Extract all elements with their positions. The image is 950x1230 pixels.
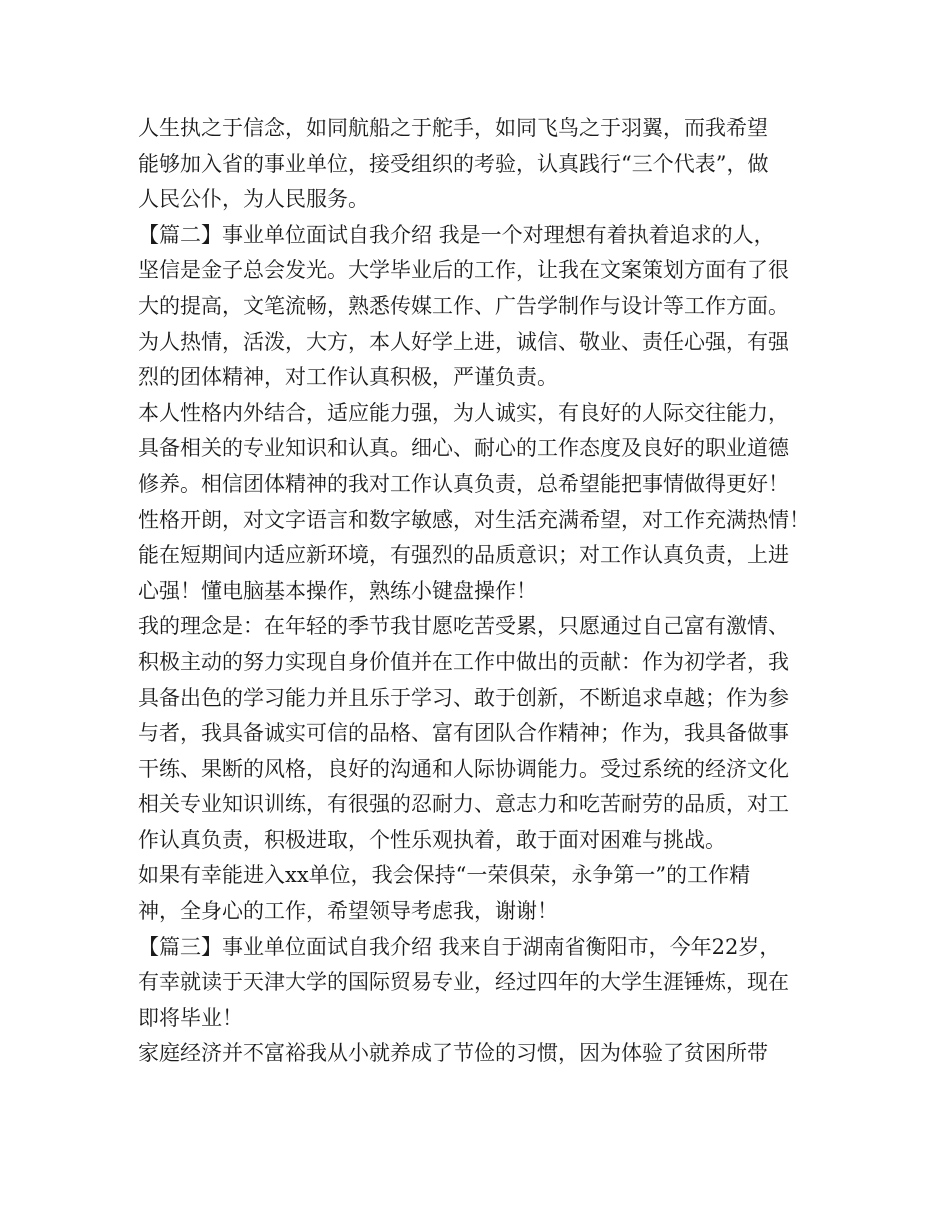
text-line: 坚信是金子总会发光。大学毕业后的工作，让我在文案策划方面有了很 bbox=[138, 258, 789, 283]
text-line: 具备相关的专业知识和认真。细心、耐心的工作态度及良好的职业道德 bbox=[138, 436, 789, 461]
text-line: 作认真负责，积极进取，个性乐观执着，敢于面对困难与挑战。 bbox=[138, 827, 726, 852]
text-line: 积极主动的努力实现自身价值并在工作中做出的贡献：作为初学者，我 bbox=[138, 649, 789, 674]
text-line: 为人热情，活泼，大方，本人好学上进，诚信、敬业、责任心强，有强 bbox=[138, 329, 789, 354]
text-line: 能够加入省的事业单位，接受组织的考验，认真践行“三个代表”，做 bbox=[138, 151, 769, 176]
text-line: 我的理念是：在年轻的季节我甘愿吃苦受累，只愿通过自己富有激情、 bbox=[138, 614, 789, 639]
text-line: 干练、果断的风格，良好的沟通和人际协调能力。受过系统的经济文化 bbox=[138, 756, 789, 781]
text-line: 性格开朗，对文字语言和数字敏感，对生活充满希望，对工作充满热情！ bbox=[138, 507, 810, 532]
text-line: 人民公仆，为人民服务。 bbox=[138, 187, 369, 212]
text-line: 本人性格内外结合，适应能力强，为人诚实，有良好的人际交往能力， bbox=[138, 400, 789, 425]
section-heading-line: 【篇二】事业单位面试自我介绍 我是一个对理想有着执着追求的人， bbox=[138, 222, 775, 247]
text-line: 人生执之于信念，如同航船之于舵手，如同飞鸟之于羽翼，而我希望 bbox=[138, 116, 768, 140]
text-line: 大的提高，文笔流畅，熟悉传媒工作、广告学制作与设计等工作方面。 bbox=[138, 293, 789, 318]
text-line: 家庭经济并不富裕我从小就养成了节俭的习惯，因为体验了贫困所带 bbox=[138, 1041, 768, 1066]
text-line: 烈的团体精神，对工作认真积极，严谨负责。 bbox=[138, 365, 558, 390]
text-line: 神，全身心的工作，希望领导考虑我，谢谢！ bbox=[138, 899, 558, 924]
text-line: 心强！懂电脑基本操作，熟练小键盘操作！ bbox=[138, 578, 537, 603]
text-line: 即将毕业！ bbox=[138, 1005, 243, 1030]
text-line: 有幸就读于天津大学的国际贸易专业，经过四年的大学生涯锤炼，现在 bbox=[138, 970, 789, 995]
text-line: 相关专业知识训练，有很强的忍耐力、意志力和吃苦耐劳的品质，对工 bbox=[138, 792, 789, 817]
text-line: 与者，我具备诚实可信的品格、富有团队合作精神；作为，我具备做事 bbox=[138, 721, 789, 746]
text-line: 能在短期间内适应新环境，有强烈的品质意识；对工作认真负责，上进 bbox=[138, 543, 789, 568]
section-heading-line: 【篇三】事业单位面试自我介绍 我来自于湖南省衡阳市，今年22岁， bbox=[138, 934, 781, 959]
text-line: 修养。相信团体精神的我对工作认真负责，总希望能把事情做得更好！ bbox=[138, 471, 789, 496]
text-line: 如果有幸能进入xx单位，我会保持“一荣俱荣，永争第一”的工作精 bbox=[138, 863, 751, 888]
text-line: 具备出色的学习能力并且乐于学习、敢于创新，不断追求卓越；作为参 bbox=[138, 685, 789, 710]
document-body bbox=[138, 111, 828, 1072]
